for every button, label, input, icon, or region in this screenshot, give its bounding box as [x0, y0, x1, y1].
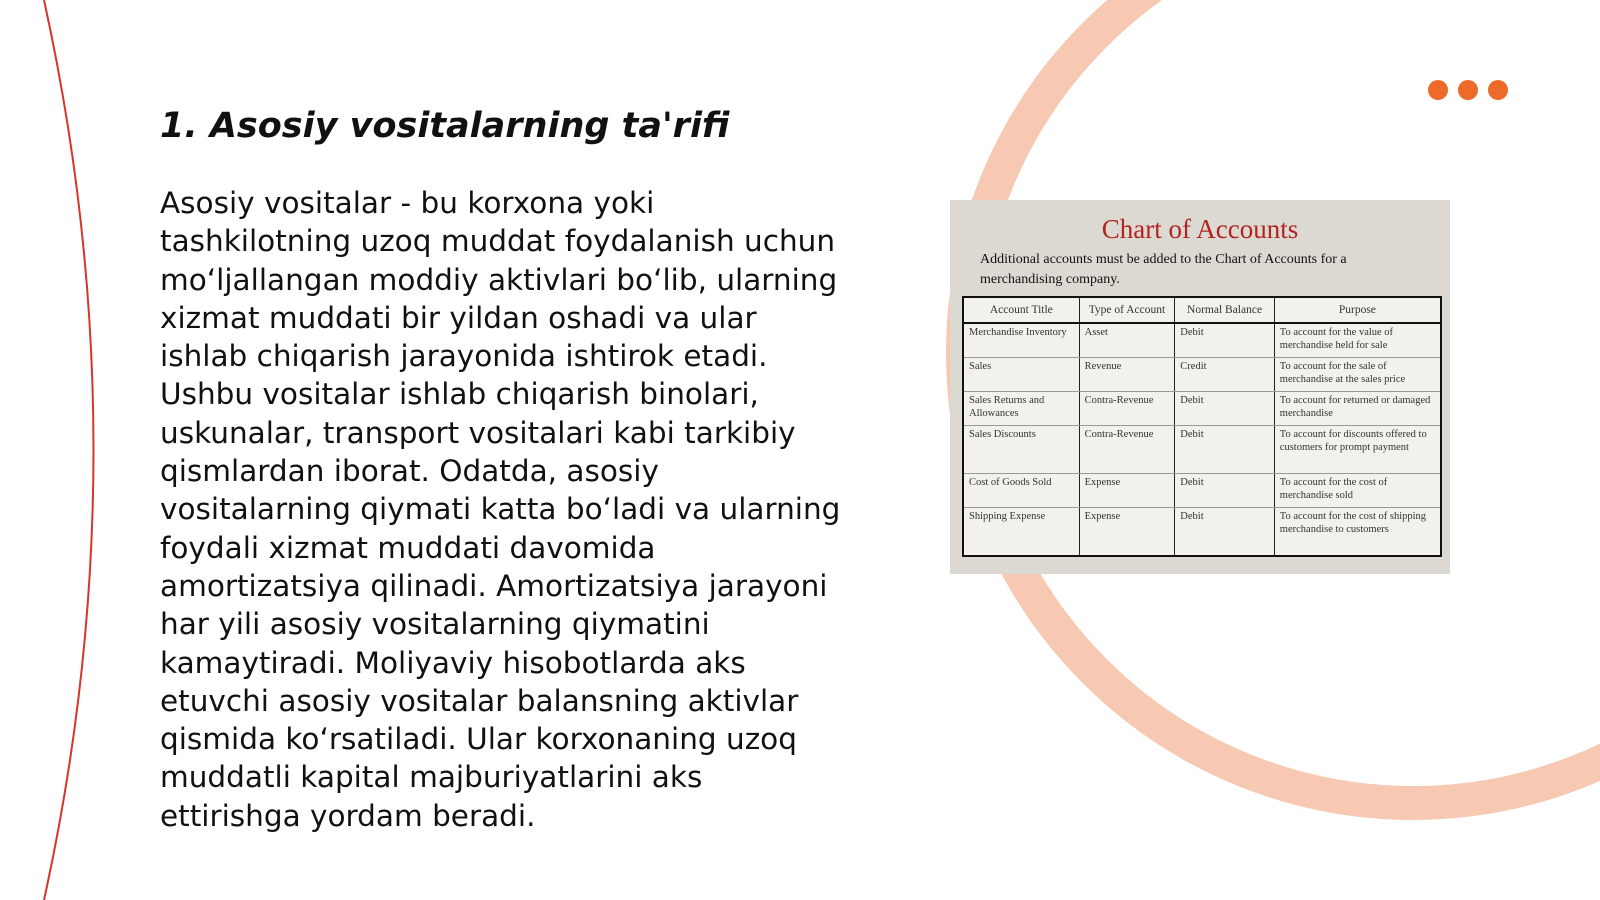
table-cell: To account for the cost of shipping merchandise to customers	[1274, 508, 1441, 557]
table-cell: Debit	[1175, 508, 1275, 557]
decorative-left-line	[44, 0, 94, 900]
table-cell: Contra-Revenue	[1079, 392, 1175, 426]
table-cell: Sales Discounts	[963, 426, 1079, 474]
slide-body-text: Asosiy vositalar - bu korxona yoki tashkilotning uzoq muddat foydalanish uchun mo‘ljallangan moddiy aktivlari bo‘lib, ularning xizmat muddati bir yildan oshadi va ular ishlab chiqarish jarayonida ishtirok etadi. Ushbu vositalar ishlab chiqarish binolari, uskunalar, transport vositalari kabi tarkibiy qismlardan iborat. Odatda, asosiy vositalarning qiymati katta bo‘ladi va ularning foydali xizmat muddati davomida amortizatsiya qilinadi. Amortizatsiya jarayoni har yili asosiy vositalarning qiymatini kamaytiradi. Moliyaviy hisobotlarda aks etuvchi asosiy vositalar balansning aktivlar qismida ko‘rsatiladi. Ular korxonaning uzoq muddatli kapital majburiyatlarini aks ettirishga yordam beradi.	[160, 186, 841, 833]
table-cell: Sales Returns and Allowances	[963, 392, 1079, 426]
coa-subtitle: Additional accounts must be added to the Chart of Accounts for a merchandising company.	[980, 252, 1347, 287]
table-row	[963, 358, 1441, 392]
dot-icon	[1458, 80, 1478, 100]
table-cell: To account for the value of merchandise held for sale	[1274, 323, 1441, 358]
table-cell: Contra-Revenue	[1079, 426, 1175, 474]
table-cell: Credit	[1175, 358, 1275, 392]
table-row	[963, 474, 1441, 508]
table-cell: Expense	[1079, 474, 1175, 508]
table-cell: Expense	[1079, 508, 1175, 557]
table-cell: Merchandise Inventory	[963, 323, 1079, 358]
column-header: Purpose	[1274, 297, 1441, 323]
table-cell: Revenue	[1079, 358, 1175, 392]
table-cell: Asset	[1079, 323, 1175, 358]
accounts-table	[962, 296, 1442, 557]
column-header: Type of Account	[1079, 297, 1175, 323]
table-cell: Sales	[963, 358, 1079, 392]
table-cell: Debit	[1175, 323, 1275, 358]
column-header: Account Title	[963, 297, 1079, 323]
table-row	[963, 426, 1441, 474]
table-header-row	[963, 297, 1441, 323]
dot-icon	[1428, 80, 1448, 100]
dots-decoration	[1428, 80, 1510, 102]
table-row	[963, 392, 1441, 426]
table-cell: To account for discounts offered to customers for prompt payment	[1274, 426, 1441, 474]
chart-of-accounts-image	[950, 200, 1450, 574]
table-cell: Debit	[1175, 426, 1275, 474]
table-cell: Shipping Expense	[963, 508, 1079, 557]
table-cell: To account for returned or damaged merchandise	[1274, 392, 1441, 426]
table-cell: To account for the cost of merchandise sold	[1274, 474, 1441, 508]
table-cell: Debit	[1175, 392, 1275, 426]
table-cell: Cost of Goods Sold	[963, 474, 1079, 508]
table-cell: Debit	[1175, 474, 1275, 508]
coa-title: Chart of Accounts	[1101, 214, 1299, 244]
column-header: Normal Balance	[1175, 297, 1275, 323]
table-row	[963, 323, 1441, 358]
dot-icon	[1488, 80, 1508, 100]
table-row	[963, 508, 1441, 557]
slide-title: 1. Asosiy vositalarning ta'rifi	[160, 106, 730, 146]
table-cell: To account for the sale of merchandise at the sales price	[1274, 358, 1441, 392]
